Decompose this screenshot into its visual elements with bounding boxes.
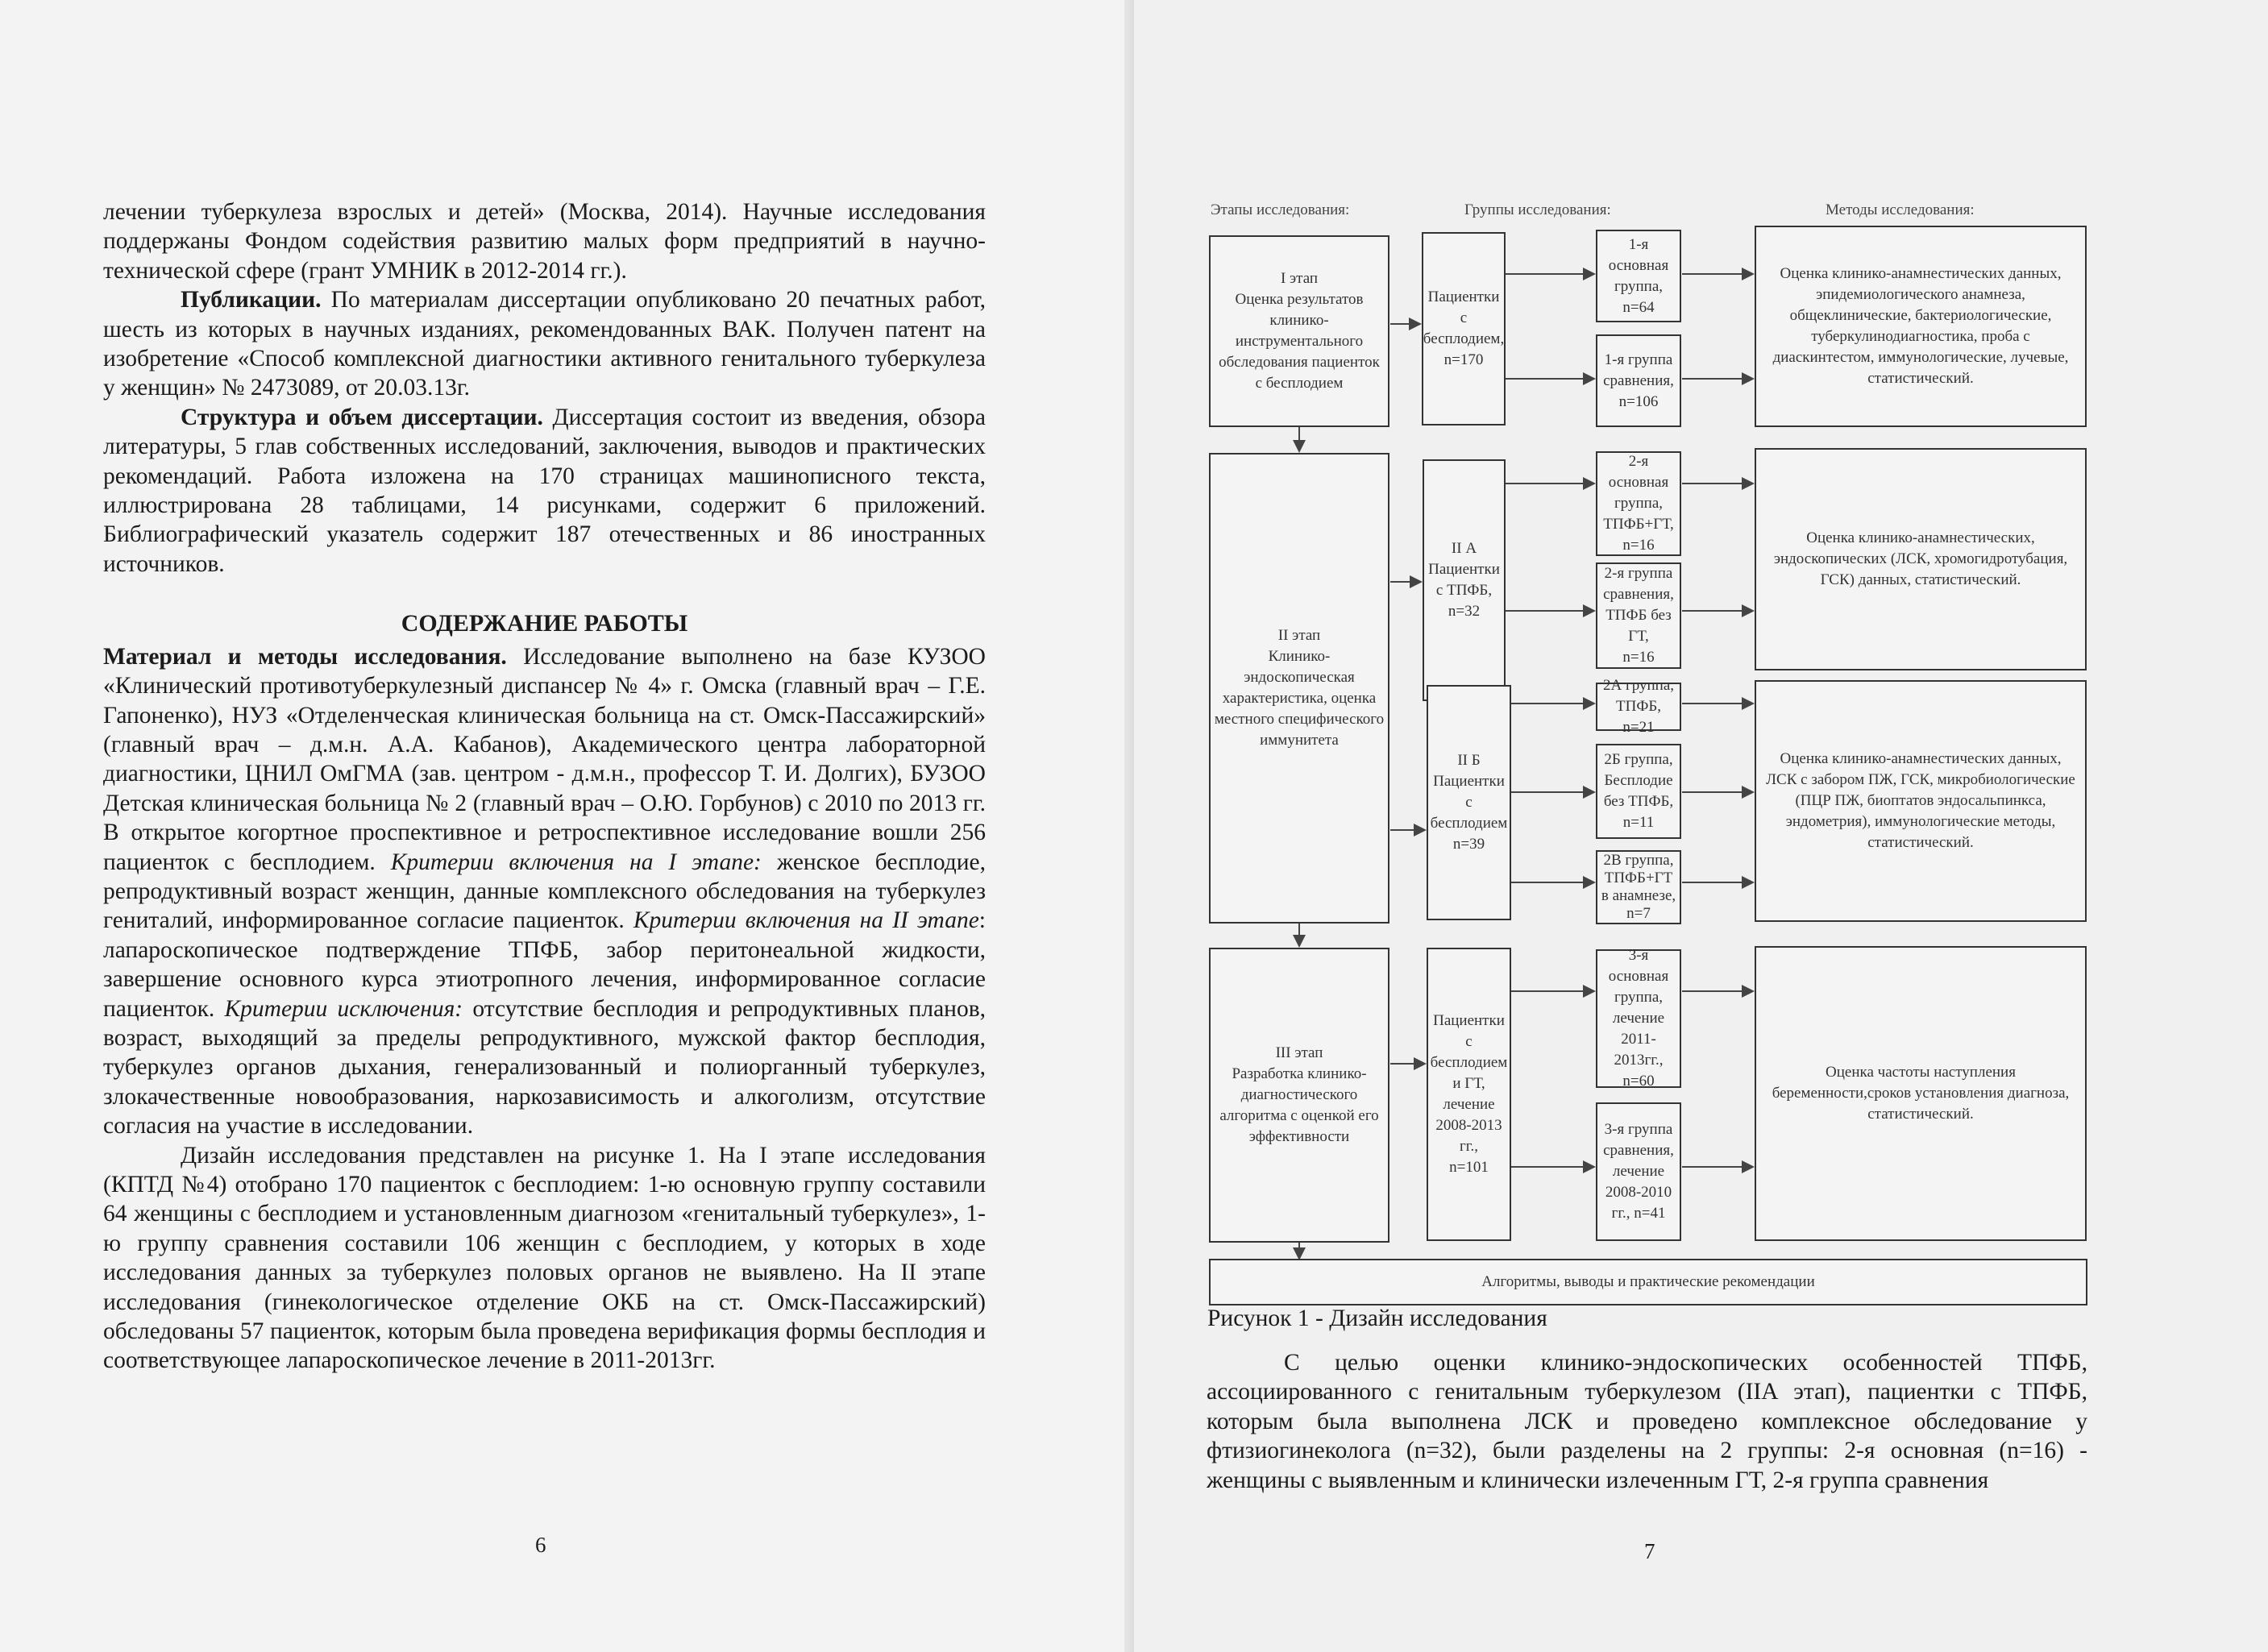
left-page-text (103, 197, 986, 1376)
italic-run: Критерии включения на I этапе: (390, 849, 762, 875)
page-number-right: 7 (1644, 1539, 1655, 1563)
methods-1-box: Оценка клинико-анамнестических данных, эпидемиологического анамнеза, общеклинические, бактериологические, туберкулинодиагностика, проба с диаскинтестом, иммунологические, лучевые, статистический. (1755, 226, 2087, 427)
paragraph (103, 197, 986, 285)
bold-run: Публикации. (181, 287, 322, 313)
text-run: Диссертация состоит из введения, обзора литературы, 5 глав собственных исследований, заключения, выводов и практических рекомендаций. Работа изложена на 170 страницах машинописного текста, иллюстрирована 28 таблицами, 14 рисунками, содержит 6 приложений. Библиографический указатель содержит 187 отечественных и 86 иностранных источников. (103, 404, 987, 577)
section-heading: СОДЕРЖАНИЕ РАБОТЫ (401, 610, 688, 637)
group-2b-box: II Б Пациентки с бесплодием n=39 (1427, 685, 1511, 920)
italic-run: Критерии включения на II этапе (633, 907, 979, 934)
subgroup-2b3-box: 2В группа, ТПФБ+ГТ в анамнезе, n=7 (1596, 850, 1681, 924)
group-2a-box: II А Пациентки с ТПФБ, n=32 (1423, 459, 1506, 701)
stage-2-box: II этап Клинико-эндоскопическая характеристика, оценка местного специфического иммунитета (1209, 453, 1389, 924)
page-number-left: 6 (535, 1533, 546, 1557)
methods-2a-box: Оценка клинико-анамнестических, эндоскопических (ЛСК, хромогидротубация, ГСК) данных, статистический. (1755, 448, 2087, 670)
header-methods: Методы исследования: (1826, 201, 1975, 218)
text-run: По материалам диссертации опубликовано 20 печатных работ, шесть из которых в научных изданиях, рекомендованных ВАК. Получен патент на изобретение «Способ комплексной диагностики активного генитального туберкулеза у женщин» № 2473089, от 20.03.13г. (103, 287, 986, 401)
paragraph (103, 642, 986, 1141)
paragraph (103, 403, 986, 579)
text-run: Дизайн исследования представлен на рисунке 1. На I этапе исследования (КПТД №4) отобрано 170 пациенток с бесплодием: 1-ю основную группу составили 64 женщины с бесплодием и установленным диагнозом «генитальный туберкулез», 1-ю группу сравнения составили 106 женщин с бесплодием, у которых в ходе исследования данных за туберкулез половых органов не выявлено. На II этапе исследования (гинекологическое отделение ОКБ на ст. Омск-Пассажирский) обследованы 57 пациенток, которым была проведена верификация формы бесплодия и соответствующее лапароскопическое лечение в 2011-2013гг. (103, 1142, 986, 1374)
group-1-box: Пациентки с бесплодием, n=170 (1422, 232, 1506, 425)
text-run: женское бесплодие, репродуктивный возраст женщин, данные комплексного обследования на туберкулез гениталий, информированное согласие пациенток. (103, 849, 986, 934)
subgroup-3a-box: 3-я основная группа, лечение 2011-2013гг., n=60 (1596, 949, 1681, 1088)
bold-run: Материал и методы исследования. (103, 643, 507, 670)
group-3-box: Пациентки с бесплодием и ГТ, лечение 2008-2013 гг., n=101 (1427, 948, 1511, 1241)
methods-3-box: Оценка частоты наступления беременности,сроков установления диагноза, статистический. (1755, 946, 2087, 1241)
study-design-figure (1201, 201, 2087, 1314)
subgroup-3b-box: 3-я группа сравнения, лечение 2008-2010 гг., n=41 (1596, 1102, 1681, 1241)
italic-run: Критерии исключения: (224, 995, 463, 1022)
left-paragraphs-1 (103, 197, 986, 579)
text-run: : лапароскопическое подтверждение ТПФБ, забор перитонеальной жидкости, завершение основного курса этиотропного лечения, информированное согласие пациенток. (103, 907, 986, 1022)
stage-1-box: I этап Оценка результатов клинико-инструментального обследования пациенток с бесплодием (1209, 235, 1389, 427)
figure-caption: Рисунок 1 - Дизайн исследования (1207, 1305, 1547, 1331)
header-stages: Этапы исследования: (1211, 201, 1350, 218)
text-run: лечении туберкулеза взрослых и детей» (Москва, 2014). Научные исследования поддержаны Фондом содействия развитию малых форм предприятий в научно-технической сфере (грант УМНИК в 2012-2014 гг.). (103, 199, 986, 284)
text-run: отсутствие бесплодия и репродуктивных планов, возраст, выходящий за пределы репродуктивного, мужской фактор бесплодия, туберкулез органов дыхания, генерализованный и полиорганный туберкулез, злокачественные новообразования, наркозависимость и алкоголизм, отсутствие согласия на участие в исследовании. (103, 995, 986, 1139)
subgroup-1a-box: 1-я основная группа, n=64 (1596, 230, 1681, 322)
subgroup-2b1-box: 2А группа, ТПФБ, n=21 (1596, 683, 1681, 731)
subgroup-2a1-box: 2-я основная группа, ТПФБ+ГТ, n=16 (1596, 451, 1681, 556)
left-paragraphs-2 (103, 642, 986, 1376)
paragraph (103, 285, 986, 403)
header-groups: Группы исследования: (1464, 201, 1611, 218)
text-run: Исследование выполнено на базе КУЗОО «Клинический противотуберкулезный диспансер № 4» г. Омска (главный врач – Г.Е. Гапоненко), НУЗ «Отделенческая клиническая больница на ст. Омск-Пассажирский» (главный врач – д.м.н. А.А. Кабанов), Академического центра лабораторной диагностики, ЦНИЛ ОмГМА (зав. центром - д.м.н., профессор Т. И. Долгих), БУЗОО Детская клиническая больница № 2 (главный врач – О.Ю. Горбунов) с 2010 по 2013 гг. В открытое когортное проспективное и ретроспективное исследование вошли 256 пациенток с бесплодием. (103, 643, 986, 875)
bold-run: Структура и объем диссертации. (181, 404, 543, 430)
subgroup-2a2-box: 2-я группа сравнения, ТПФБ без ГТ, n=16 (1596, 562, 1681, 669)
subgroup-1b-box: 1-я группа сравнения, n=106 (1596, 334, 1681, 427)
conclusions-box: Алгоритмы, выводы и практические рекомендации (1209, 1259, 2087, 1305)
methods-2b-box: Оценка клинико-анамнестических данных, ЛСК с забором ПЖ, ГСК, микробиологические (ПЦР ПЖ, биоптатов эндосальпинкса, эндометрия), иммунологические методы, статистический. (1755, 680, 2087, 922)
subgroup-2b2-box: 2Б группа, Бесплодие без ТПФБ, n=11 (1596, 744, 1681, 839)
paragraph (103, 1141, 986, 1376)
right-page-text (1207, 1348, 2087, 1495)
right-paragraph: С целью оценки клинико-эндоскопических особенностей ТПФБ, ассоциированного с генитальным туберкулезом (IIA этап), пациентки с ТПФБ, которым была выполнена ЛСК и проведено комплексное обследование у фтизиогинеколога (n=32), были разделены на 2 группы: 2-я основная (n=16) - женщины с выявленным и клинически излеченным ГТ, 2-я группа сравнения (1207, 1350, 2087, 1493)
stage-3-box: III этап Разработка клинико-диагностического алгоритма с оценкой его эффективности (1209, 948, 1389, 1243)
